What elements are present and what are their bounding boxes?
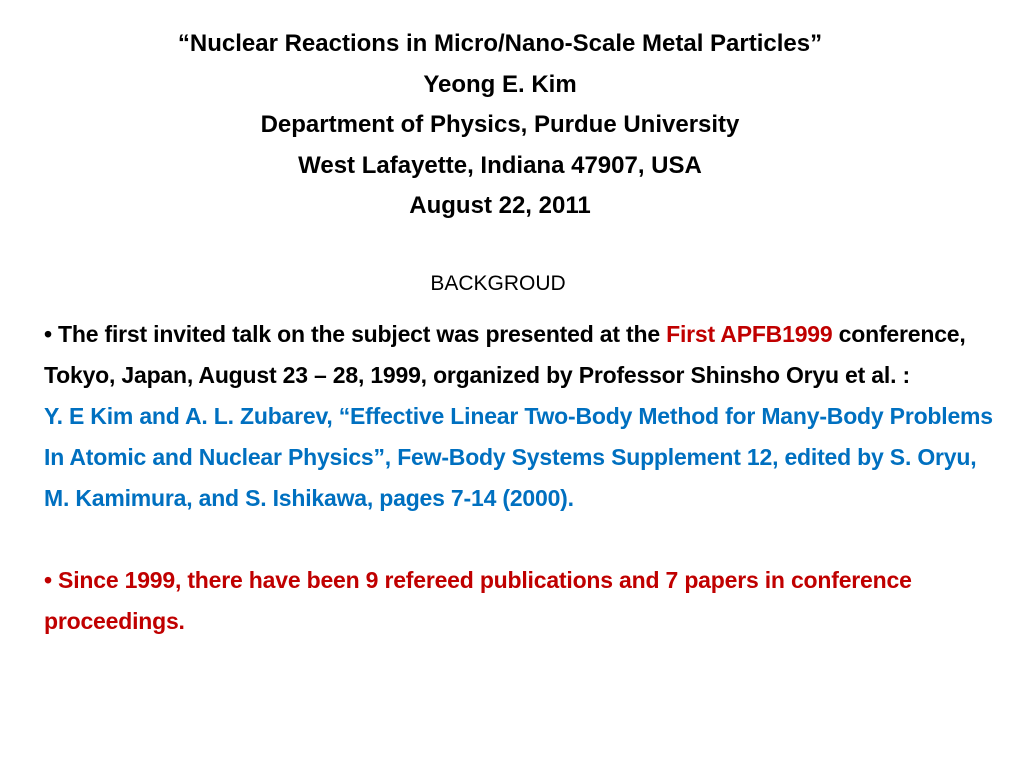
title-block xyxy=(0,24,1000,227)
department: Department of Physics, Purdue University xyxy=(260,111,740,138)
conference-highlight: First APFB1999 xyxy=(666,321,833,347)
presentation-date: August 22, 2011 xyxy=(409,192,591,219)
author-name: Yeong E. Kim xyxy=(423,70,577,98)
slide-body xyxy=(44,314,994,642)
reference-citation: Y. E Kim and A. L. Zubarev, “Effective Linear Two-Body Method for Many-Body Problems In Atomic and Nuclear Physics”, Few-Body Systems Supplement 12, edited by S. Oryu, M. Kamimura, and S. Ishikawa, pages 7-14 (2000). xyxy=(44,403,993,511)
section-heading: BACKGROUD xyxy=(430,272,566,295)
bullet-item-publications xyxy=(44,560,994,642)
location: West Lafayette, Indiana 47907, USA xyxy=(298,151,702,179)
spacer xyxy=(44,519,994,560)
bullet-item-first-talk xyxy=(44,314,994,396)
publications-text: Since 1999, there have been 9 refereed publications and 7 papers in conference proceedings. xyxy=(44,567,912,634)
bullet-rest-text: conference, Tokyo, Japan, August 23 – 28, 1999, organized by Professor Shinsho Oryu et al. : xyxy=(44,321,966,388)
bullet-marker: • xyxy=(44,567,52,593)
bullet-intro-text: The first invited talk on the subject was presented at the xyxy=(51,321,667,347)
presentation-title: “Nuclear Reactions in Micro/Nano-Scale Metal Particles” xyxy=(177,30,823,57)
bullet-marker: • xyxy=(44,321,52,347)
